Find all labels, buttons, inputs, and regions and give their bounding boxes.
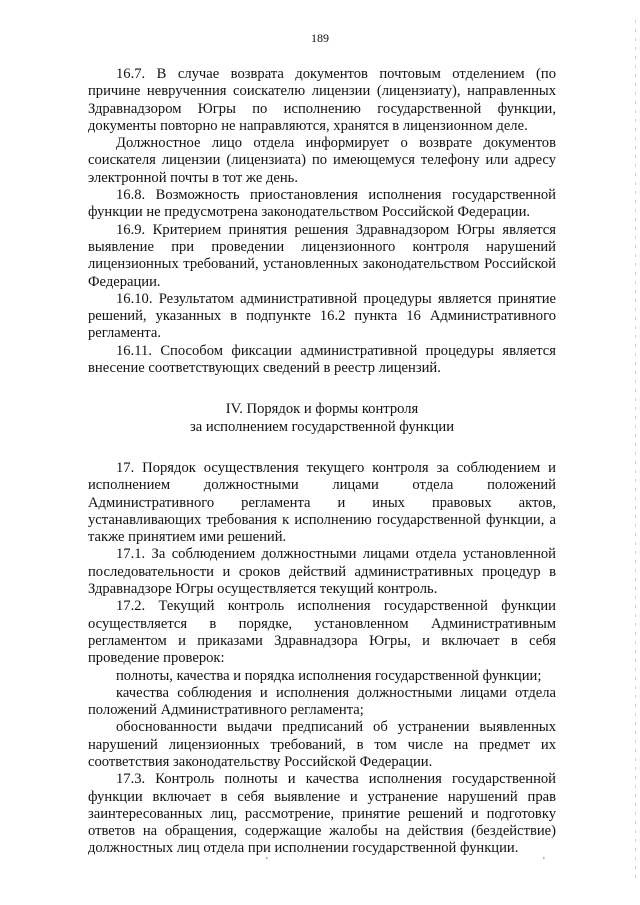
paragraph-16-7: 16.7. В случае возврата документов почтовым отделением (по причине неврученния соискателю лицензии (лицензиату), направленных Здравнадзором Югры по исполнению государственной функции, документы повторно не направляются, хранятся в лицензионном деле. — [88, 66, 556, 134]
paragraph-17-3: 17.3. Контроль полноты и качества исполнения государственной функции включает в себя выявление и устранение нарушений прав заинтересованных лиц, рассмотрение, принятие решений и подготовку ответов на обращения, содержащие жалобы на действия (бездействие) должностных лиц отдела при исполнении государственной функции. — [88, 771, 556, 857]
paragraph-16-11: 16.11. Способом фиксации административной процедуры является внесение соответствующих сведений в реестр лицензий. — [88, 342, 556, 377]
section-heading-line-1: IV. Порядок и формы контроля — [225, 401, 419, 418]
list-item-completeness: полноты, качества и порядка исполнения государственной функции; — [116, 667, 542, 684]
list-item-compliance: качества соблюдения и исполнения должностными лицами отдела положений Административного регламента; — [88, 684, 556, 719]
paragraph-17-2: 17.2. Текущий контроль исполнения государственной функции осуществляется в порядке, установленном Административным регламентом и приказами Здравнадзора Югры, и включает в себя проведение проверок: — [88, 598, 556, 667]
bottom-mark-right: ' — [543, 856, 545, 867]
document-body — [88, 66, 556, 858]
section-heading-line-2: за исполнением государственной функции — [189, 418, 455, 435]
paragraph-16-9: 16.9. Критерием принятия решения Здравнадзором Югры является выявление при проведении лицензионного контроля нарушений лицензионных требований, установленных законодательством Российской Федерации. — [88, 221, 556, 290]
paragraph-16-10: 16.10. Результатом административной процедуры является принятие решений, указанных в подпункте 16.2 пункта 16 Административного регламента. — [88, 290, 556, 342]
list-item-prescriptions: обоснованности выдачи предписаний об устранении выявленных нарушений лицензионных требований, в том числе на предмет их соответствия законодательству Российской Федерации. — [88, 719, 556, 770]
paragraph-16-7-notice: Должностное лицо отдела информирует о возврате документов соискателя лицензии (лицензиата) по имеющемуся телефону или адресу электронной почты в тот же день. — [88, 135, 556, 186]
scan-edge-shadow — [635, 20, 636, 880]
page-number: 189 — [311, 31, 329, 45]
paragraph-17-1: 17.1. За соблюдением должностными лицами отдела установленной последовательности и сроков действий административных процедур в Здравнадзоре Югры осуществляется текущий контроль. — [88, 546, 556, 598]
section-heading — [88, 401, 556, 436]
bottom-mark-left: ' — [266, 856, 268, 867]
paragraph-17: 17. Порядок осуществления текущего контроля за соблюдением и исполнением должностными лицами отдела положений Административного регламента и иных правовых актов, устанавливающих требования к исполнению государственной функции, а также принятием ими решений. — [88, 459, 556, 546]
paragraph-16-8: 16.8. Возможность приостановления исполнения государственной функции не предусмотрена законодательством Российской Федерации. — [88, 187, 556, 221]
